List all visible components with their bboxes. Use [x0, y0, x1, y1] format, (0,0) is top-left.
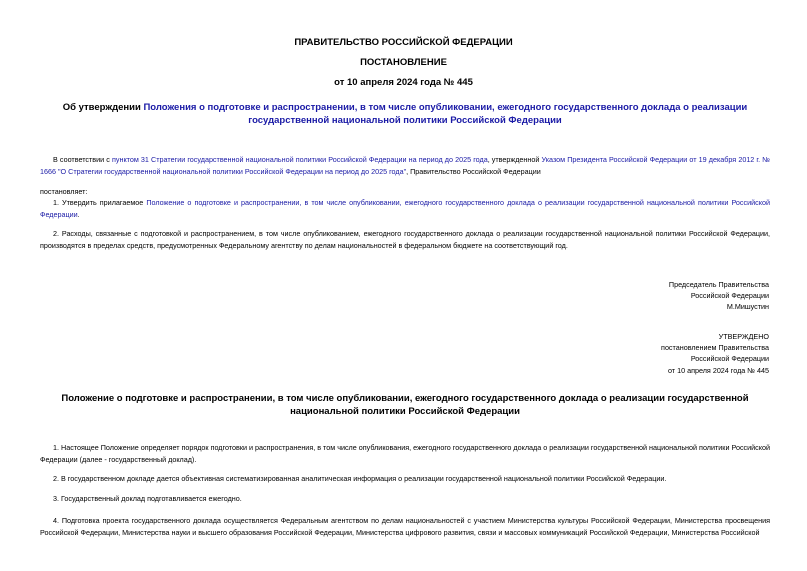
item-1: [40, 197, 770, 220]
approval-label: УТВЕРЖДЕНО: [718, 332, 769, 341]
signature-country: Российской Федерации: [690, 291, 769, 301]
policy-paragraph-2: 2. В государственном докладе дается объективная систематизированная аналитическая информация о реализации государственной национальной политики Российской Федерации.: [53, 474, 667, 483]
preamble: [40, 154, 770, 177]
preamble-text-2: , утвержденной: [487, 155, 542, 164]
document-title-link[interactable]: Положения о подготовке и распространении, в том числе опубликовании, ежегодного государственного доклада о реализации государственной национальной политики Российской Федерации: [143, 102, 748, 126]
strategy-clause-link[interactable]: пунктом 31 Стратегии государственной национальной политики Российской Федерации на период до 2025 года: [111, 155, 488, 164]
document-title: [40, 102, 770, 127]
approval-block: [661, 331, 769, 376]
item-1-text-1: 1. Утвердить прилагаемое: [53, 198, 147, 207]
government-heading: ПРАВИТЕЛЬСТВО РОССИЙСКОЙ ФЕДЕРАЦИИ: [294, 37, 513, 48]
resolves-text: постановляет:: [40, 187, 88, 196]
approval-country: Российской Федерации: [690, 354, 769, 364]
presidential-decree-link[interactable]: Указом Президента Российской Федерации от 19 декабря 2012 г. № 1666 "О Стратегии государственной национальной политики Российской Федерации на период до 2025 года": [40, 155, 770, 176]
approval-by: постановлением Правительства: [661, 343, 769, 353]
policy-title: Положение о подготовке и распространении, в том числе опубликовании, ежегодного государственного доклада о реализации государственной национальной политики Российской Федерации: [61, 393, 749, 417]
regulation-link[interactable]: Положение о подготовке и распространении, в том числе опубликовании, ежегодного государственного доклада о реализации государственной национальной политики Российской Федерации: [40, 198, 770, 219]
document-date-number: от 10 апреля 2024 года № 445: [334, 77, 473, 88]
policy-paragraph-3: 3. Государственный доклад подготавливается ежегодно.: [53, 494, 242, 503]
signature-block: [669, 279, 769, 313]
item-1-text-2: .: [77, 209, 80, 219]
item-2: 2. Расходы, связанные с подготовкой и распространением, в том числе опубликованием, ежегодного государственного доклада о реализации государственной национальной политики Российской Федерации, производятся в пределах средств, предусмотренных Федеральному агентству по делам национальностей в федеральном бюджете на соответствующий год.: [40, 229, 770, 250]
document-title-prefix: Об утверждении: [62, 102, 144, 113]
policy-paragraph-4: 4. Подготовка проекта государственного доклада осуществляется Федеральным агентством по делам национальностей с участием Министерства культуры Российской Федерации, Министерства просвещения Российской Федерации, Министерства науки и высшего образования Российской Федерации, Министерства цифрового развития, связи и массовых коммуникаций Российской Федерации, Министерства Российской: [40, 516, 770, 537]
document-type: ПОСТАНОВЛЕНИЕ: [360, 57, 447, 68]
policy-paragraph-1: 1. Настоящее Положение определяет порядок подготовки и распространения, в том числе опубликования, ежегодного государственного доклада о реализации государственной национальной политики Российской Федерации (далее - государственный доклад).: [40, 443, 770, 464]
approval-date: от 10 апреля 2024 года № 445: [667, 365, 769, 375]
signature-position: Председатель Правительства: [668, 280, 769, 289]
signature-name: М.Мишустин: [726, 302, 769, 312]
preamble-text-3: , Правительство Российской Федерации: [406, 166, 541, 176]
preamble-text-1: В соответствии с: [53, 155, 112, 164]
